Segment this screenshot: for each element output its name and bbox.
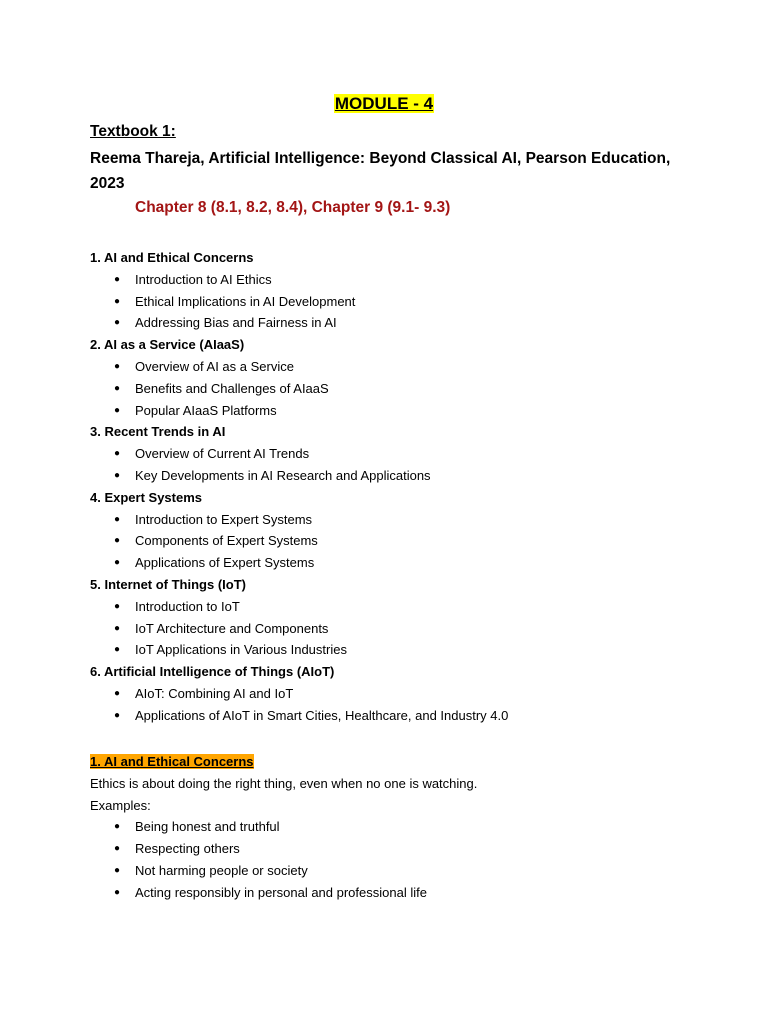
- chapter-references: Chapter 8 (8.1, 8.2, 8.4), Chapter 9 (9.1- 9.3): [135, 199, 451, 216]
- list-item: [90, 552, 710, 574]
- outline-list: [90, 509, 710, 574]
- list-item-text: Key Developments in AI Research and Applications: [135, 467, 431, 483]
- bullet-icon: ●: [114, 404, 121, 416]
- list-item: [90, 530, 710, 552]
- list-item: [90, 816, 710, 838]
- outline-section: [90, 421, 710, 486]
- textbook-citation: Reema Thareja, Artificial Intelligence: Beyond Classical AI, Pearson Education, 2023: [90, 150, 671, 192]
- list-item-text: Overview of AI as a Service: [135, 358, 294, 374]
- outline-list: [90, 443, 710, 487]
- outline-section: [90, 574, 710, 661]
- bullet-icon: ●: [114, 382, 121, 394]
- bullet-icon: ●: [114, 886, 121, 898]
- topic-outline: [90, 247, 710, 727]
- list-item-text: Being honest and truthful: [135, 819, 280, 835]
- bullet-icon: ●: [114, 557, 121, 569]
- list-item-text: Introduction to Expert Systems: [135, 511, 313, 527]
- bullet-icon: ●: [114, 821, 121, 833]
- section-heading-text: 1. AI and Ethical Concerns: [90, 754, 254, 769]
- bullet-icon: ●: [114, 317, 121, 329]
- list-item-text: Applications of AIoT in Smart Cities, Healthcare, and Industry 4.0: [135, 707, 509, 723]
- bullet-icon: ●: [114, 448, 121, 460]
- outline-list: [90, 269, 710, 334]
- bullet-icon: ●: [114, 600, 121, 612]
- list-item: [90, 683, 710, 705]
- list-item: [90, 312, 710, 334]
- section-ethics: [90, 751, 710, 904]
- bullet-icon: ●: [114, 709, 121, 721]
- bullet-icon: ●: [114, 843, 121, 855]
- outline-list: [90, 356, 710, 421]
- section-heading: [90, 751, 710, 773]
- list-item: [90, 860, 710, 882]
- list-item: [90, 291, 710, 313]
- list-item-text: Components of Expert Systems: [135, 533, 318, 549]
- list-item: [90, 443, 710, 465]
- section-intro: Ethics is about doing the right thing, even when no one is watching.: [90, 775, 478, 791]
- bullet-icon: ●: [114, 469, 121, 481]
- list-item-text: Introduction to IoT: [135, 598, 240, 614]
- list-item: [90, 639, 710, 661]
- list-item-text: Introduction to AI Ethics: [135, 271, 272, 287]
- outline-section: [90, 661, 710, 726]
- bullet-icon: ●: [114, 295, 121, 307]
- examples-list: [90, 816, 710, 903]
- outline-heading: 3. Recent Trends in AI: [90, 424, 226, 440]
- outline-heading: 1. AI and Ethical Concerns: [90, 250, 254, 265]
- list-item-text: IoT Architecture and Components: [135, 620, 329, 636]
- list-item-text: Ethical Implications in AI Development: [135, 293, 356, 309]
- bullet-icon: ●: [114, 535, 121, 547]
- list-item-text: AIoT: Combining AI and IoT: [135, 685, 294, 701]
- list-item-text: Respecting others: [135, 841, 240, 857]
- list-item-text: Benefits and Challenges of AIaaS: [135, 380, 329, 396]
- bullet-icon: ●: [114, 360, 121, 372]
- bullet-icon: ●: [114, 273, 121, 285]
- module-title: [0, 94, 768, 114]
- examples-label: Examples:: [90, 797, 151, 813]
- textbook-label: Textbook 1:: [90, 123, 176, 140]
- list-item: [90, 705, 710, 727]
- list-item: [90, 838, 710, 860]
- list-item-text: Applications of Expert Systems: [135, 555, 315, 571]
- bullet-icon: ●: [114, 513, 121, 525]
- list-item-text: Overview of Current AI Trends: [135, 446, 310, 462]
- bullet-icon: ●: [114, 864, 121, 876]
- outline-list: [90, 596, 710, 661]
- list-item: [90, 378, 710, 400]
- outline-section: [90, 487, 710, 574]
- bullet-icon: ●: [114, 644, 121, 656]
- list-item: [90, 509, 710, 531]
- outline-list: [90, 683, 710, 727]
- list-item: [90, 618, 710, 640]
- outline-section: [90, 334, 710, 421]
- list-item-text: Not harming people or society: [135, 862, 308, 878]
- list-item: [90, 400, 710, 422]
- list-item-text: Addressing Bias and Fairness in AI: [135, 315, 337, 331]
- outline-heading: 4. Expert Systems: [90, 489, 203, 505]
- list-item: [90, 596, 710, 618]
- list-item-text: IoT Applications in Various Industries: [135, 642, 347, 658]
- outline-heading: 6. Artificial Intelligence of Things (AIoT): [90, 664, 335, 680]
- outline-heading: 2. AI as a Service (AIaaS): [90, 337, 245, 353]
- module-title-text: MODULE - 4: [334, 94, 434, 113]
- bullet-icon: ●: [114, 687, 121, 699]
- list-item: [90, 465, 710, 487]
- list-item-text: Popular AIaaS Platforms: [135, 402, 277, 418]
- outline-section: [90, 247, 710, 334]
- bullet-icon: ●: [114, 622, 121, 634]
- list-item: [90, 882, 710, 904]
- list-item-text: Acting responsibly in personal and professional life: [135, 884, 427, 900]
- list-item: [90, 269, 710, 291]
- list-item: [90, 356, 710, 378]
- outline-heading: 5. Internet of Things (IoT): [90, 576, 246, 592]
